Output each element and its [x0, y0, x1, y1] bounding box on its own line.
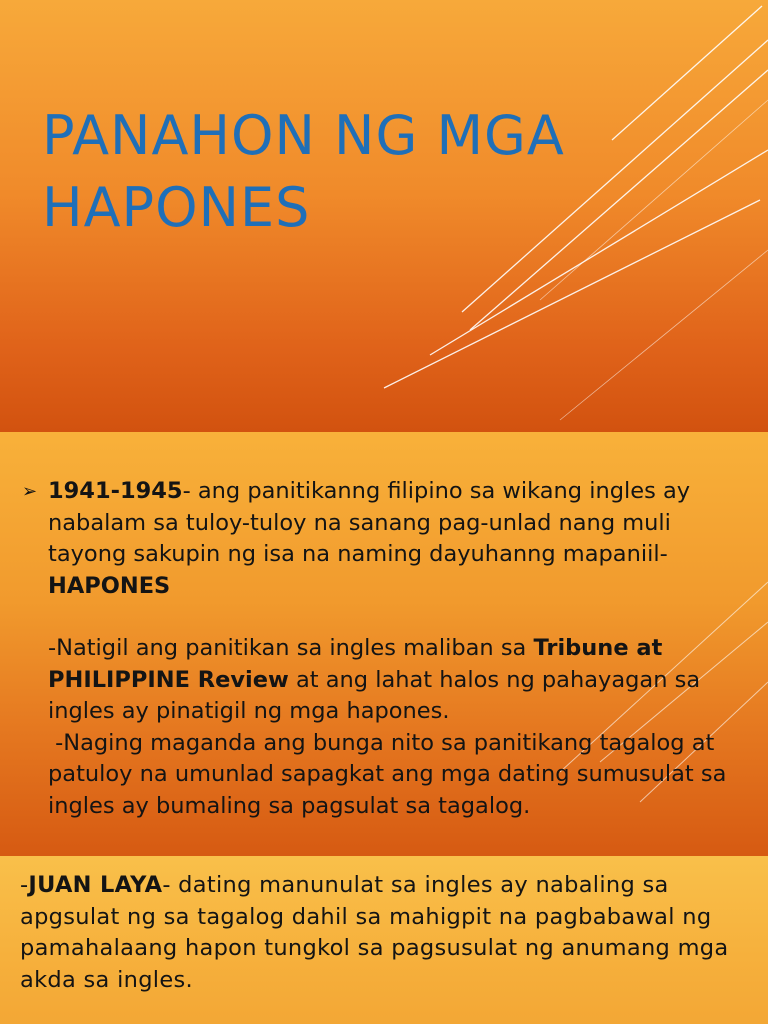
para2-end: at ang lahat halos ng pahayagan sa ingles ay pinatigil ng mga hapones. — [48, 666, 701, 724]
content-slide — [0, 432, 768, 856]
author-description: - dating manunulat sa ingles ay nabaling sa apgsulat ng sa tagalog dahil sa mahigpit na pagbabawal ng pamahalaang hapon tungkol sa pagsusulat ng anumang mga akda sa ingles. — [20, 872, 729, 993]
intro-text: - ang panitikanng filipino sa wikang ingles ay nabalam sa tuloy-tuloy na sanang pag-unlad nang muli tayong sakupin ng isa na naming dayuhanng mapaniil- — [48, 478, 691, 567]
dash: - — [20, 872, 29, 898]
bullet-item — [22, 476, 752, 602]
intro-bold-end: HAPONES — [48, 572, 171, 599]
slide-title — [42, 100, 702, 244]
juan-laya-text — [20, 870, 750, 996]
content-body — [22, 476, 752, 822]
arrow-bullet-icon: ➢ — [22, 481, 38, 502]
title-line-1: PANAHON NG MGA — [42, 104, 565, 167]
years-label: 1941-1945 — [48, 478, 183, 504]
para2-start: -Natigil ang panitikan sa ingles maliban sa — [48, 635, 534, 661]
paragraph-tribune — [48, 633, 752, 728]
author-name: JUAN LAYA — [28, 872, 163, 898]
para2-bold: Tribune at PHILIPPINE Review — [48, 635, 663, 693]
title-slide — [0, 0, 768, 432]
title-line-2: HAPONES — [42, 176, 311, 239]
bullet-text — [48, 476, 752, 602]
paragraph-tagalog: -Naging maganda ang bunga nito sa panitikang tagalog at patuloy na umunlad sapagkat ang mga dating sumusulat sa ingles ay bumaling sa pagsulat sa tagalog. — [48, 729, 734, 819]
juan-laya-slide — [0, 856, 768, 1024]
